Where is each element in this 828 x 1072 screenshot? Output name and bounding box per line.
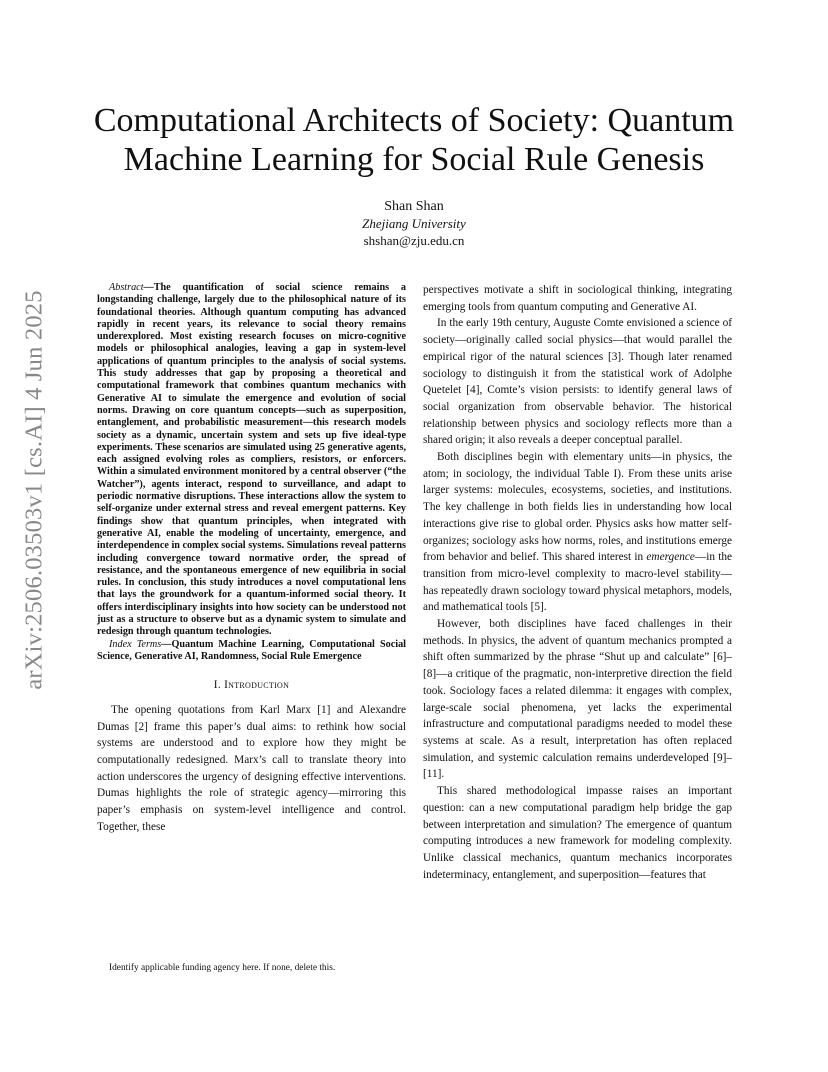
left-column bbox=[97, 282, 406, 836]
footnote: Identify applicable funding agency here. If none, delete this. bbox=[109, 963, 336, 973]
author-email: shshan@zju.edu.cn bbox=[363, 233, 465, 248]
paper-title: Computational Architects of Society: Quantum Machine Learning for Social Rule Genesis bbox=[93, 102, 735, 178]
paragraph bbox=[423, 449, 732, 616]
paragraph-continuation: perspectives motivate a shift in sociological thinking, integrating emerging tools from quantum computing and Generative AI. bbox=[423, 284, 732, 313]
index-terms bbox=[97, 639, 406, 664]
section-number: I. bbox=[213, 679, 221, 692]
abstract-lead: Abstract bbox=[109, 282, 144, 293]
arxiv-identifier: arXiv:2506.03503v1 [cs.AI] 4 Jun 2025 bbox=[21, 290, 49, 690]
paragraph: This shared methodological impasse raises an important question: can a new computational paradigm help bridge the gap between interpretation and simulation? The emergence of quantum computing introduces a new framework for modeling complexity. Unlike classical mechanics, quantum mechanics incorporates indeterminacy, entanglement, and superposition—features that bbox=[423, 785, 732, 881]
section-heading bbox=[97, 677, 406, 694]
arxiv-side-stamp bbox=[10, 290, 60, 690]
paragraph-text-tail: —in the transition from micro-level complexity to macro-level stability—has repeatedly drawn sociology toward physical metaphors, models, and mathematical tools [5]. bbox=[423, 551, 732, 614]
author-block bbox=[214, 198, 614, 249]
author-name: Shan Shan bbox=[384, 199, 444, 214]
paragraph: In the early 19th century, Auguste Comte envisioned a science of society—originally called social physics—that would parallel the empirical rigor of the natural sciences [3]. Though later renamed sociology to distinguish it from the statistical work of Adolphe Quetelet [4], Comte’s vision persists: to identify general laws of social organization from observable behavior. The historical relationship between physics and sociology reflects more than a shared origin; it also reveals a deeper conceptual parallel. bbox=[423, 317, 732, 447]
author-affiliation: Zhejiang University bbox=[362, 216, 466, 231]
right-column bbox=[423, 282, 732, 883]
paragraph-text: Both disciplines begin with elementary units—in physics, the atom; in sociology, the individual Table I). From these units arise larger systems: molecules, ecosystems, societies, and institutions. The key challenge in both fields lies in understanding how local interactions give rise to global order. Physics asks how matter self-organizes; sociology asks how norms, roles, and institutions emerge from behavior and belief. This shared interest in bbox=[423, 451, 732, 564]
index-terms-text: —Quantum Machine Learning, Computational Social Science, Generative AI, Randomness, Social Rule Emergence bbox=[97, 638, 406, 662]
paragraph: The opening quotations from Karl Marx [1] and Alexandre Dumas [2] frame this paper’s dual aims: to rethink how social systems are understood and to explore how they might be computationally redesigned. Marx’s call to translate theory into action underscores the urgency of designing effective interventions. Dumas highlights the role of strategic agency—mirroring this paper’s emphasis on system-level intelligence and control. Together, these bbox=[97, 703, 406, 833]
index-terms-lead: Index Terms bbox=[109, 638, 162, 650]
paragraph: However, both disciplines have faced challenges in their methods. In physics, the advent of quantum mechanics prompted a shift often summarized by the phrase “Shut up and calculate” [6]–[8]—a critique of the pragmatic, non-interpretive direction the field took. Sociology faces a related dilemma: it engages with complex, large-scale social phenomena, yet lacks the experimental infrastructure and computational paradigms needed to model these systems at scale. As a result, interpretation has often replaced simulation, and systemic calculation remains underdeveloped [9]–[11]. bbox=[423, 618, 732, 781]
section-title: Introduction bbox=[224, 679, 290, 692]
emphasis-emergence: emergence bbox=[646, 551, 695, 564]
abstract-text: —The quantification of social science remains a longstanding challenge, largely due to the philosophical nature of its foundational theories. Although quantum computing has advanced rapidly in recent years, its relevance to social theory remains underexplored. Most existing research focuses on micro-cognitive models or philosophical analogies, leaving a gap in system-level applications of quantum principles to the analysis of social systems. This study addresses that gap by proposing a theoretical and computational framework that combines quantum mechanics with Generative AI to simulate the emergence and evolution of social norms. Drawing on core quantum concepts—such as superposition, entanglement, and probabilistic measurement—this research models society as a dynamic, uncertain system and sets up five ideal-type experiments. These scenarios are simulated using 25 generative agents, each assigned evolving roles as compliers, resistors, or enforcers. Within a simulated environment monitored by a central observer (“the Watcher”), agents interact, respond to surveillance, and adapt to periodic normative disruptions. These interactions allow the system to self-organize under external stress and reveal emergent patterns. Key findings show that quantum principles, when integrated with generative AI, enable the modeling of uncertainty, emergence, and interdependence in complex social systems. Simulations reveal patterns including convergence toward normative order, the spread of resistance, and the spontaneous emergence of new equilibria in social rules. In conclusion, this study introduces a novel computational lens that lays the groundwork for a quantum-informed social theory. It offers interdisciplinary insights into how society can be understood not just as a structure to observe but as a dynamic system to simulate and redesign through quantum technologies. bbox=[97, 282, 406, 638]
abstract bbox=[97, 282, 406, 639]
